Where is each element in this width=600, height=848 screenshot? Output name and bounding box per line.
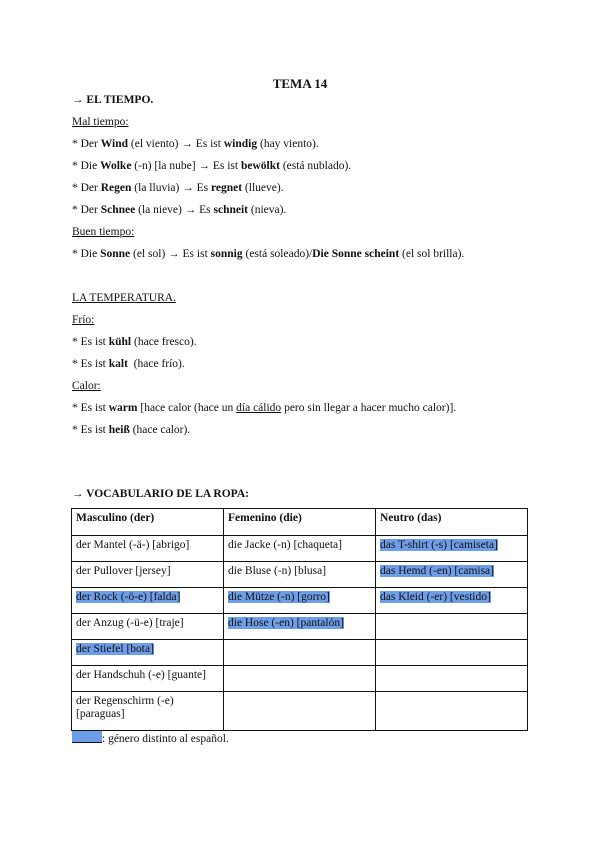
underlined-text: día cálido xyxy=(236,402,282,414)
cell-text: die Mütze (-n) [gorro] xyxy=(228,591,330,603)
mal-tiempo-line-4 xyxy=(72,204,286,216)
text: * Der xyxy=(72,204,101,216)
table-cell xyxy=(224,692,376,731)
text: (hace calor). xyxy=(129,424,191,436)
term: heiß xyxy=(108,424,130,436)
table-cell xyxy=(224,666,376,692)
buen-tiempo-label: Buen tiempo: xyxy=(72,226,135,238)
text: (está soleado)/ xyxy=(242,248,313,260)
table-cell xyxy=(72,562,224,588)
calor-line-1 xyxy=(72,402,456,414)
legend-text: : género distinto al español. xyxy=(102,733,229,745)
legend-swatch xyxy=(72,731,102,743)
table-cell xyxy=(72,588,224,614)
table-cell xyxy=(224,562,376,588)
term: regnet xyxy=(210,182,243,194)
cell-text: das Kleid (-er) [vestido] xyxy=(380,591,491,603)
term: kalt xyxy=(108,358,128,370)
section-heading-tiempo: → EL TIEMPO. xyxy=(72,94,154,106)
term: Wind xyxy=(100,138,129,150)
cell-text: der Pullover [jersey] xyxy=(76,565,171,577)
cell-text: das Hemd (-en) [camisa] xyxy=(380,565,494,577)
vocabulary-table xyxy=(71,508,528,731)
text: * Es ist xyxy=(72,402,109,414)
calor-line-2 xyxy=(72,424,190,436)
term: schneit xyxy=(213,204,248,216)
text: pero sin llegar a hacer mucho calor)]. xyxy=(281,402,457,414)
table-cell xyxy=(72,640,224,666)
text: (la nieve) → Es xyxy=(135,204,214,216)
table-cell xyxy=(376,614,528,640)
table-cell xyxy=(376,692,528,731)
text: (nieva). xyxy=(248,204,287,216)
term: Regen xyxy=(100,182,132,194)
cell-text: das T-shirt (-s) [camiseta] xyxy=(380,539,498,551)
mal-tiempo-line-2 xyxy=(72,160,351,172)
cell-text: der Stiefel [bota] xyxy=(76,643,154,655)
cell-text: der Handschuh (-e) [guante] xyxy=(76,669,206,681)
table-cell xyxy=(72,666,224,692)
text: (llueve). xyxy=(242,182,284,194)
term: windig xyxy=(223,138,258,150)
page-title: TEMA 14 xyxy=(272,76,328,91)
text: (hace frío). xyxy=(127,358,185,370)
text: (el sol) → Es ist xyxy=(130,248,211,260)
header-masculino: Masculino (der) xyxy=(72,509,224,536)
table-cell xyxy=(376,640,528,666)
table-header-row xyxy=(72,509,528,536)
cell-text: der Mantel (-ä-) [abrigo] xyxy=(76,539,190,551)
frio-line-2 xyxy=(72,358,185,370)
table-cell xyxy=(224,614,376,640)
text: * Es ist xyxy=(72,424,109,436)
section-heading-ropa: → VOCABULARIO DE LA ROPA: xyxy=(72,488,249,500)
text: * Die xyxy=(72,160,101,172)
calor-label: Calor: xyxy=(72,380,101,392)
table-cell xyxy=(376,536,528,562)
cell-text: die Hose (-en) [pantalón] xyxy=(228,617,344,629)
term: Wolke xyxy=(100,160,132,172)
text: (hay viento). xyxy=(257,138,319,150)
text: (-n) [la nube] → Es ist xyxy=(131,160,241,172)
table-cell xyxy=(376,562,528,588)
mal-tiempo-line-3 xyxy=(72,182,284,194)
term: kühl xyxy=(108,336,132,348)
text: * Der xyxy=(72,138,101,150)
header-femenino: Femenino (die) xyxy=(224,509,376,536)
text: * Der xyxy=(72,182,101,194)
cell-text: der Regenschirm (-e) [paraguas] xyxy=(76,695,174,720)
text: * Es ist xyxy=(72,336,109,348)
text: (la lluvia) → Es xyxy=(131,182,211,194)
table-row xyxy=(72,640,528,666)
table-row xyxy=(72,536,528,562)
cell-text: der Rock (-ö-e) [falda] xyxy=(76,591,181,603)
section-heading-temperatura: LA TEMPERATURA. xyxy=(72,292,176,304)
frio-label: Frío: xyxy=(72,314,95,326)
text: (hace fresco). xyxy=(131,336,197,348)
table-cell xyxy=(72,536,224,562)
table-cell xyxy=(72,692,224,731)
term: Sonne xyxy=(100,248,131,260)
mal-tiempo-line-1 xyxy=(72,138,319,150)
table-cell xyxy=(72,614,224,640)
buen-tiempo-line xyxy=(72,248,464,260)
table-cell xyxy=(376,666,528,692)
legend xyxy=(72,731,229,745)
text: [hace calor (hace un xyxy=(137,402,237,414)
cell-text: der Anzug (-ü-e) [traje] xyxy=(76,617,184,629)
cell-text: die Bluse (-n) [blusa] xyxy=(228,565,327,577)
term: warm xyxy=(108,402,138,414)
table-row xyxy=(72,692,528,731)
table-row xyxy=(72,588,528,614)
text: * Es ist xyxy=(72,358,109,370)
table-cell xyxy=(224,640,376,666)
table-row xyxy=(72,666,528,692)
table-cell xyxy=(376,588,528,614)
text: (el viento) → Es ist xyxy=(128,138,224,150)
text: * Die xyxy=(72,248,101,260)
term: sonnig xyxy=(210,248,243,260)
table-row xyxy=(72,614,528,640)
term: bewölkt xyxy=(240,160,280,172)
table-cell xyxy=(224,536,376,562)
frio-line-1 xyxy=(72,336,197,348)
header-neutro: Neutro (das) xyxy=(376,509,528,536)
text: (está nublado). xyxy=(279,160,352,172)
table-cell xyxy=(224,588,376,614)
table-row xyxy=(72,562,528,588)
text: (el sol brilla). xyxy=(399,248,465,260)
term: Die Sonne scheint xyxy=(312,248,400,260)
cell-text: die Jacke (-n) [chaqueta] xyxy=(228,539,342,551)
mal-tiempo-label: Mal tiempo: xyxy=(72,116,129,128)
term: Schnee xyxy=(100,204,136,216)
